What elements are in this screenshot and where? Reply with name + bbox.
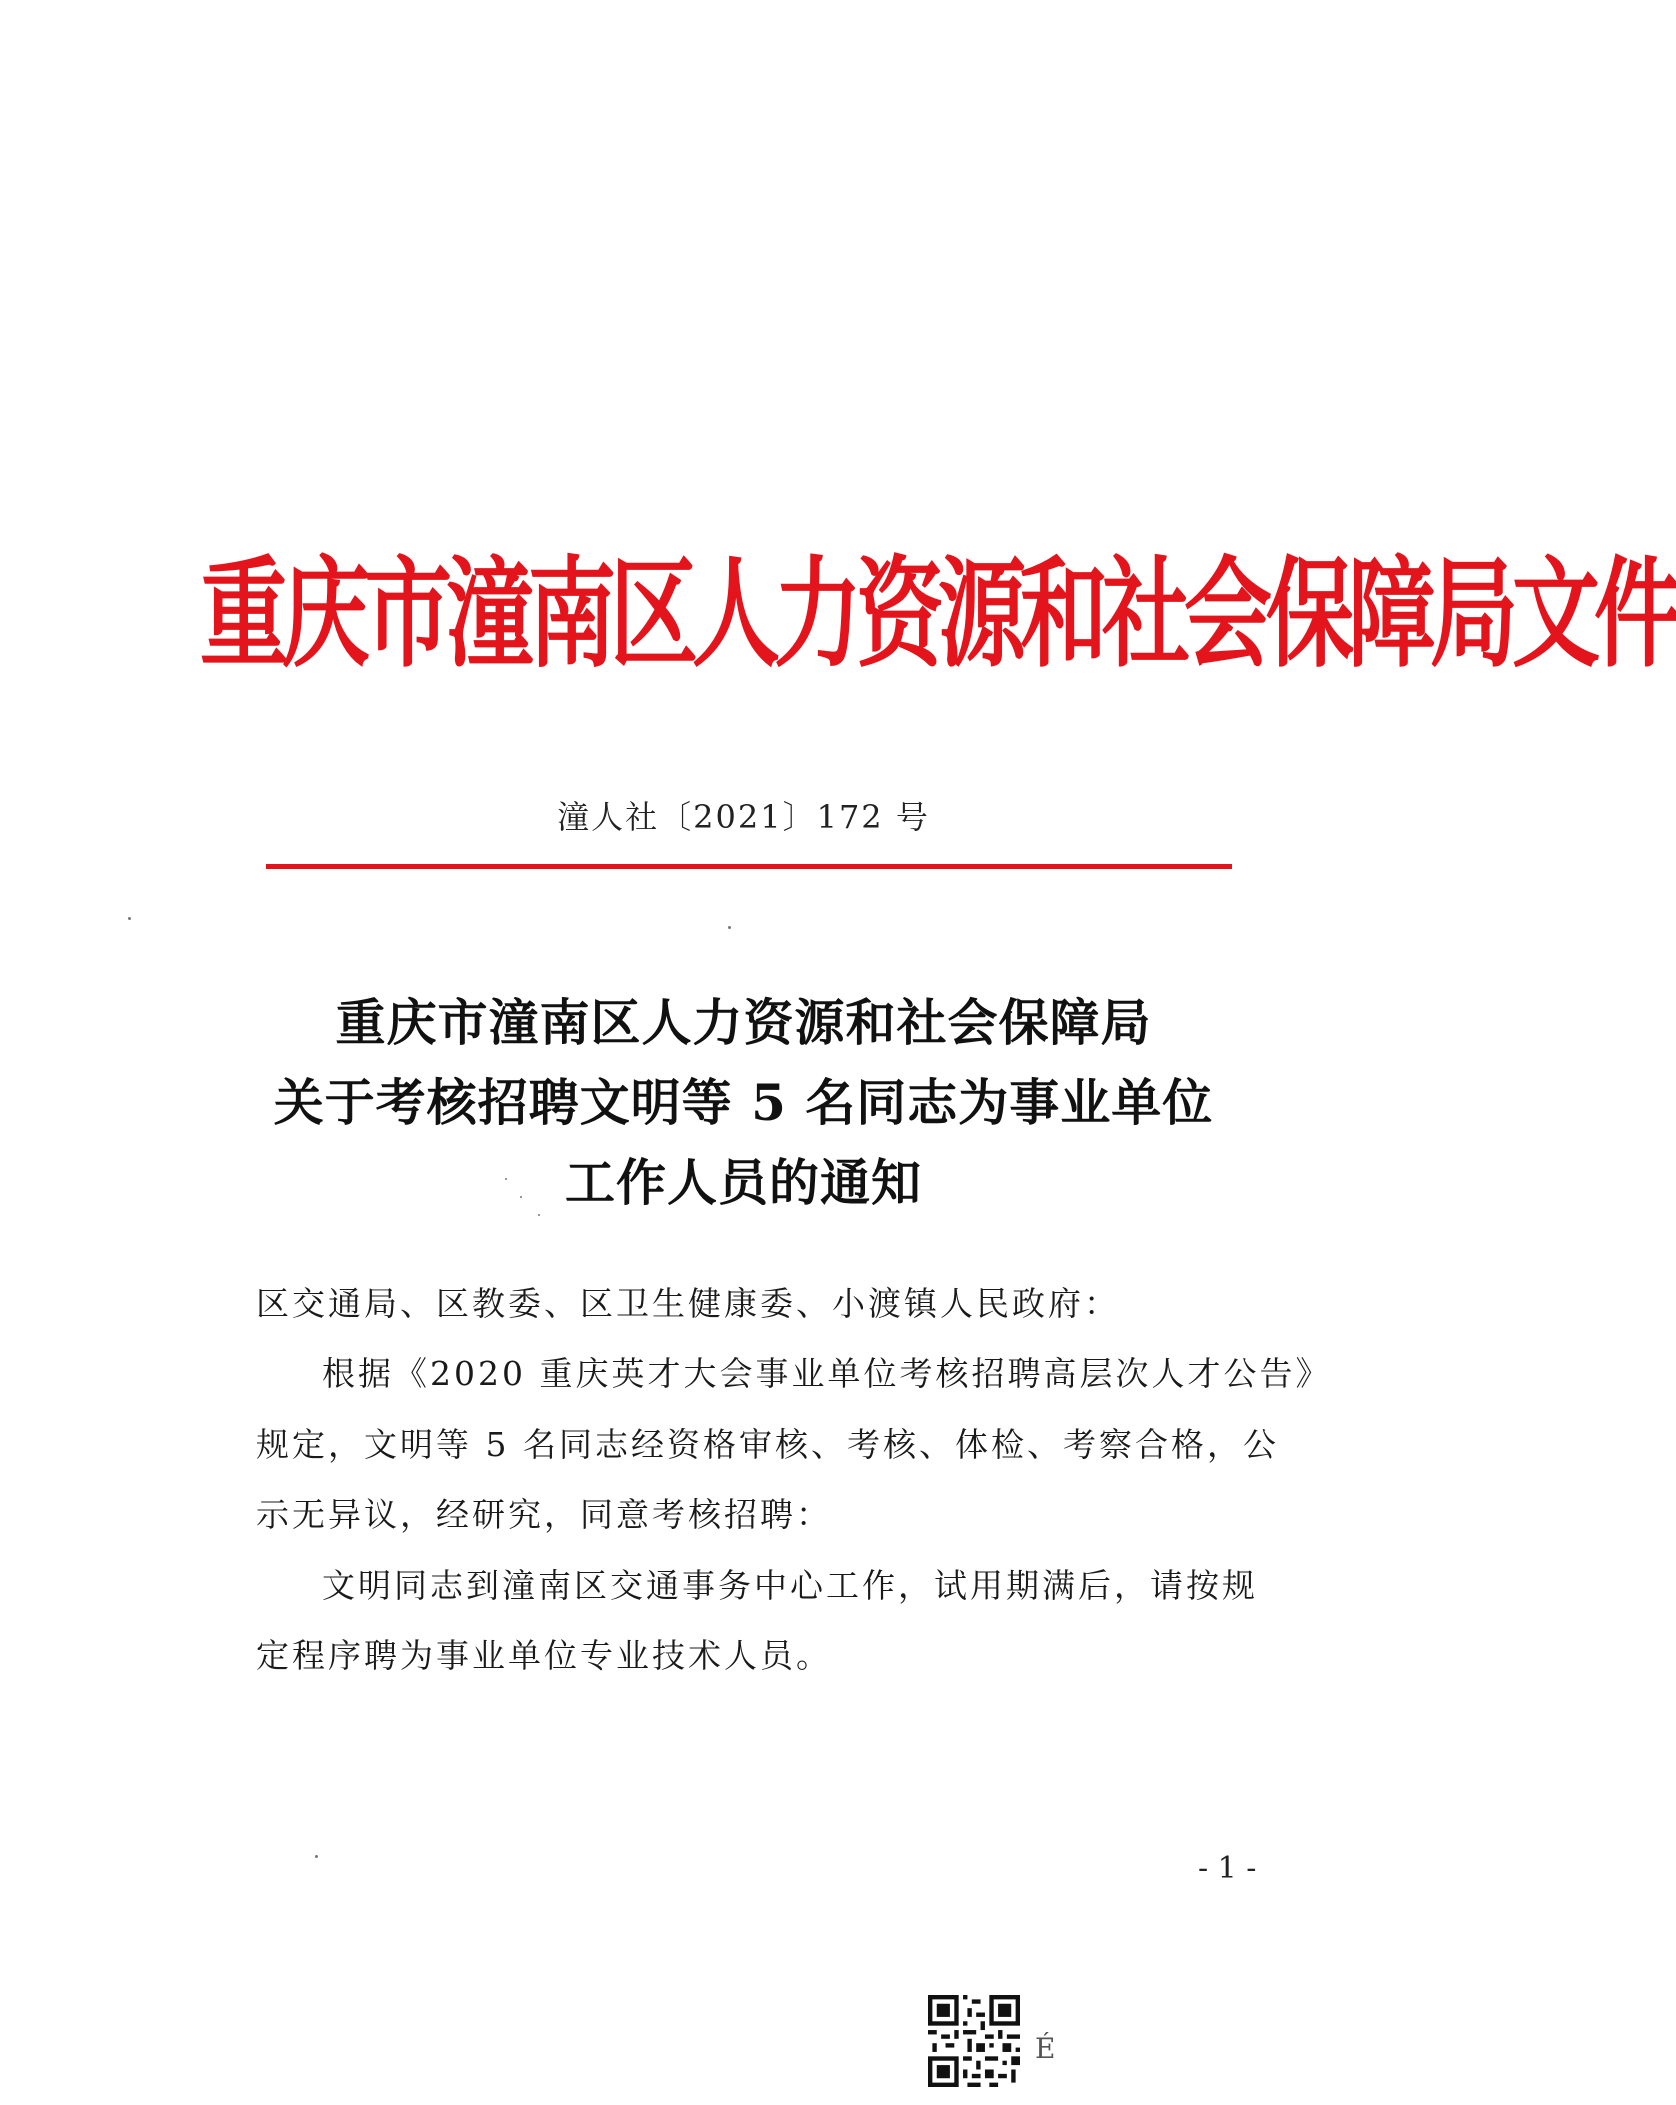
scan-speck: [315, 1855, 318, 1858]
qr-code-icon: [928, 1995, 1020, 2087]
notice-title-line-1: 重庆市潼南区人力资源和社会保障局: [335, 993, 1152, 1052]
scan-speck: [538, 1214, 540, 1216]
paragraph-2-line-1: 文明同志到潼南区交通事务中心工作，试用期满后，请按规: [322, 1566, 1258, 1605]
red-letterhead-title: 重庆市潼南区人力资源和社会保障局文件: [200, 544, 1676, 684]
paragraph-1-line-3: 示无异议，经研究，同意考核招聘：: [256, 1495, 832, 1534]
red-divider-line: [266, 864, 1232, 869]
recipients-line: 区交通局、区教委、区卫生健康委、小渡镇人民政府：: [256, 1284, 1120, 1323]
paragraph-1-line-1: 根据《2020 重庆英才大会事业单位考核招聘高层次人才公告》: [322, 1354, 1332, 1393]
scan-speck: [505, 1178, 507, 1180]
document-number: 潼人社〔2021〕172 号: [557, 798, 930, 836]
page-number: - 1 -: [1198, 1851, 1257, 1886]
paragraph-1-line-2: 规定，文明等 5 名同志经资格审核、考核、体检、考察合格，公: [256, 1425, 1279, 1464]
paragraph-2-line-2: 定程序聘为事业单位专业技术人员。: [256, 1636, 832, 1675]
notice-title-line-2: 关于考核招聘文明等 5 名同志为事业单位: [273, 1073, 1214, 1132]
qr-side-mark: É: [1035, 2032, 1056, 2065]
scan-speck: [128, 917, 131, 920]
scan-speck: [728, 926, 731, 929]
scan-speck: [520, 1196, 522, 1198]
notice-title-line-3: 工作人员的通知: [565, 1153, 922, 1212]
